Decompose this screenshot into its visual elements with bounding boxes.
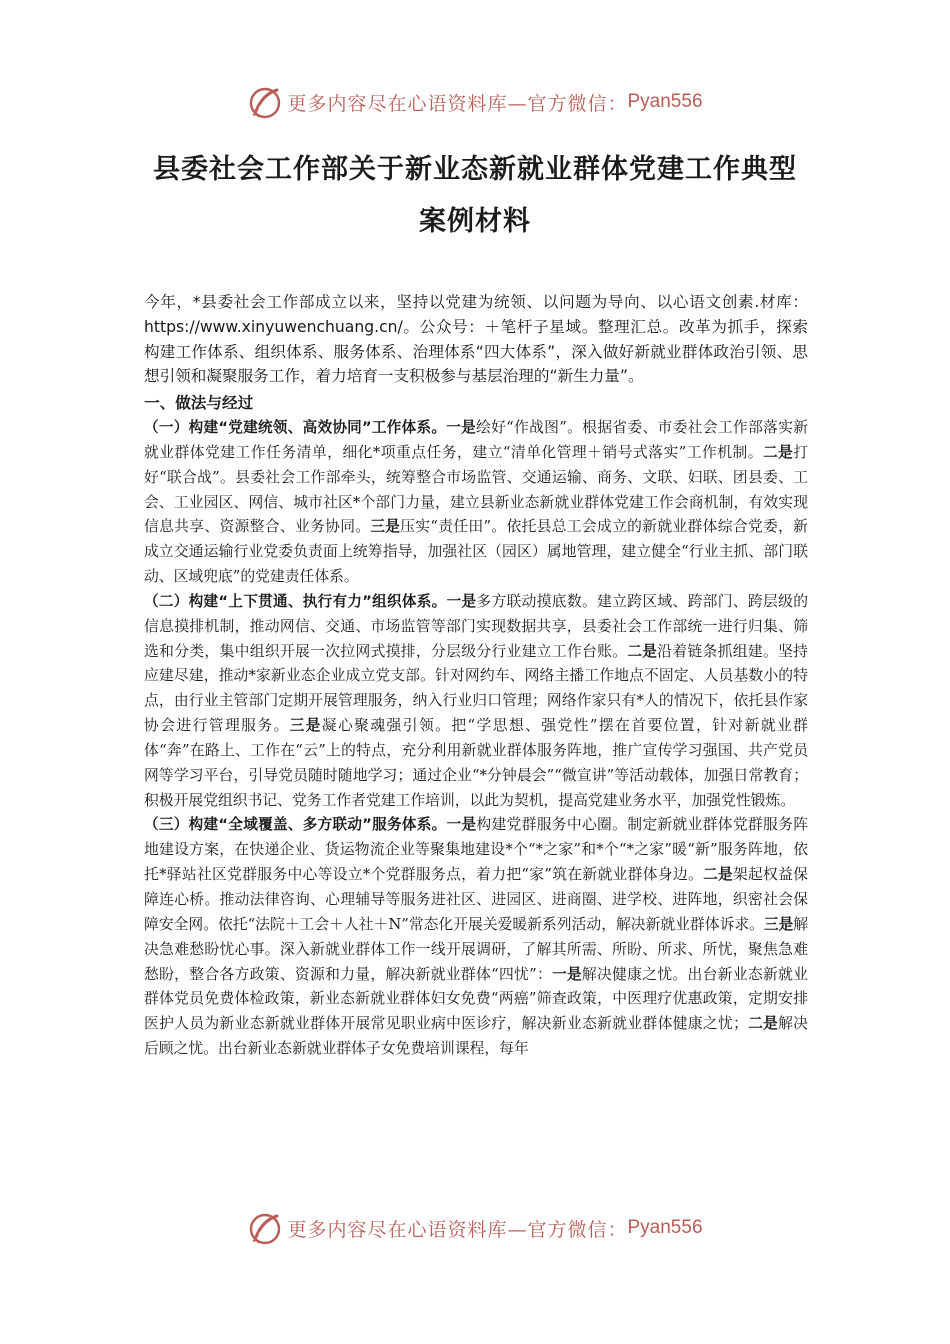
paragraph-text: 解决后顾之忧。出台新业态新就业群体子女免费培训课程，每年 bbox=[144, 1015, 808, 1058]
document-title bbox=[120, 144, 830, 248]
quill-logo-icon bbox=[247, 1210, 283, 1246]
paragraph-text: 解决急难愁盼忧心事。深入新就业群体工作一线开展调研，了解其所需、所盼、所求、所忧，聚焦急难愁盼，整合各方政策、资源和力量，解决新就业群体“四忧”： bbox=[144, 915, 808, 983]
ordinal-marker: 二是 bbox=[763, 443, 794, 461]
intro-paragraph: 今年，*县委社会工作部成立以来，坚持以党建为统领、以问题为导向、以心语文创素.材库：https://www.xinyuwenchuang.cn/。公众号：＋笔杆子星域。整理汇总。改革为抓手，探索构建工作体系、组织体系、服务体系、治理体系“四大体系”，深入做好新就业群体政治引领、思想引领和凝聚服务工作，着力培育一支积极参与基层治理的“新生力量”。 bbox=[144, 293, 808, 386]
watermark-text: 更多内容尽在心语资料库—官方微信： bbox=[287, 1218, 628, 1241]
paragraph-text: 多方联动摸底数。建立跨区域、跨部门、跨层级的信息摸排机制，推动网信、交通、市场监管等部门实现数据共享，县委社会工作部统一进行归集、筛选和分类，集中组织开展一次拉网式摸排，分层级分行业建立工作台账。 bbox=[144, 592, 808, 660]
ordinal-marker: 一是 bbox=[552, 965, 582, 983]
section-heading: 一、做法与经过 bbox=[144, 394, 254, 413]
paragraph-text: 压实“责任田”。依托县总工会成立的新就业群体综合党委，新成立交通运输行业党委负责面上统筹指导，加强社区（园区）属地管理，建立健全“行业主抓、部门联动、区域兜底”的党建责任体系。 bbox=[144, 518, 808, 586]
paragraph-work-system bbox=[144, 416, 808, 590]
watermark-text: 更多内容尽在心语资料库—官方微信： bbox=[287, 92, 628, 115]
ordinal-marker: 一是 bbox=[446, 592, 477, 610]
title-line-1: 县委社会工作部关于新业态新就业群体党建工作典型 bbox=[153, 154, 797, 185]
paragraph-service-system bbox=[144, 813, 808, 1061]
ordinal-marker: 二是 bbox=[747, 1015, 779, 1033]
ordinal-marker: 三是 bbox=[289, 717, 322, 735]
paragraph-organization-system bbox=[144, 590, 808, 814]
paragraph-text: 绘好“作战图”。根据省委、市委社会工作部落实新就业群体党建工作任务清单，细化*项重点任务，建立“清单化管理＋销号式落实”工作机制。 bbox=[144, 418, 808, 461]
ordinal-marker: 一是 bbox=[446, 418, 477, 436]
paragraph-text: 架起权益保障连心桥。推动法律咨询、心理辅导等服务进社区、进园区、进商圈、进学校、进阵地，织密社会保障安全网。依托“法院＋工会＋人社＋N”常态化开展关爱暖新系列活动，解决新就业群体诉求。 bbox=[144, 866, 808, 933]
paragraph-text: 打好“联合战”。县委社会工作部牵头，统筹整合市场监管、交通运输、商务、文联、妇联、团县委、工会、工业园区、网信、城市社区*个部门力量，建立县新业态新就业群体党建工作会商机制，有效实现信息共享、资源整合、业务协同。 bbox=[144, 443, 808, 536]
quill-logo-icon bbox=[247, 84, 283, 120]
ordinal-marker: 三是 bbox=[763, 915, 794, 933]
subheading: （三）构建“全域覆盖、多方联动”服务体系。 bbox=[144, 816, 447, 834]
ordinal-marker: 二是 bbox=[703, 866, 733, 884]
paragraph-text: 沿着链条抓组建。坚持应建尽建，推动*家新业态企业成立党支部。针对网约车、网络主播工作地点不固定、人员基数小的特点，由行业主管部门定期开展管理服务，纳入行业归口管理；网络作家只有*人的情况下，依托县作家协会进行管理服务。 bbox=[144, 642, 808, 735]
document-body bbox=[144, 290, 808, 1062]
ordinal-marker: 三是 bbox=[370, 518, 401, 536]
watermark-wechat-id: Pyan556 bbox=[627, 91, 703, 112]
subheading: （二）构建“上下贯通、执行有力”组织体系。 bbox=[144, 592, 447, 610]
paragraph-text: 凝心聚魂强引领。把“学思想、强党性”摆在首要位置，针对新就业群体“奔”在路上、工作在“云”上的特点，充分利用新就业群体服务阵地，推广宣传学习强国、共产党员网等学习平台，引导党员随时随地学习；通过企业“*分钟晨会”“微宣讲”等活动载体，加强日常教育；积极开展党组织书记、党务工作者党建工作培训，以此为契机，提高党建业务水平，加强党性锻炼。 bbox=[144, 717, 808, 809]
paragraph-text: 解决健康之忧。出台新业态新就业群体党员免费体检政策，新业态新就业群体妇女免费“两癌”筛查政策，中医理疗优惠政策，定期安排医护人员为新业态新就业群体开展常见职业病中医诊疗，解决新业态新就业群体健康之忧； bbox=[144, 965, 808, 1033]
ordinal-marker: 一是 bbox=[446, 816, 477, 834]
watermark-wechat-id: Pyan556 bbox=[627, 1217, 703, 1238]
footer-watermark bbox=[0, 1208, 950, 1248]
title-line-2: 案例材料 bbox=[419, 206, 531, 237]
header-watermark bbox=[0, 82, 950, 122]
ordinal-marker: 二是 bbox=[627, 642, 658, 660]
paragraph-text: 构建党群服务中心圈。制定新就业群体党群服务阵地建设方案，在快递企业、货运物流企业等聚集地建设*个“*之家”和*个“*之家”暖“新”服务阵地，依托*驿站社区党群服务中心等设立*个党群服务点，着力把“家”筑在新就业群体身边。 bbox=[144, 816, 808, 884]
subheading: （一）构建“党建统领、高效协同”工作体系。 bbox=[144, 418, 447, 436]
